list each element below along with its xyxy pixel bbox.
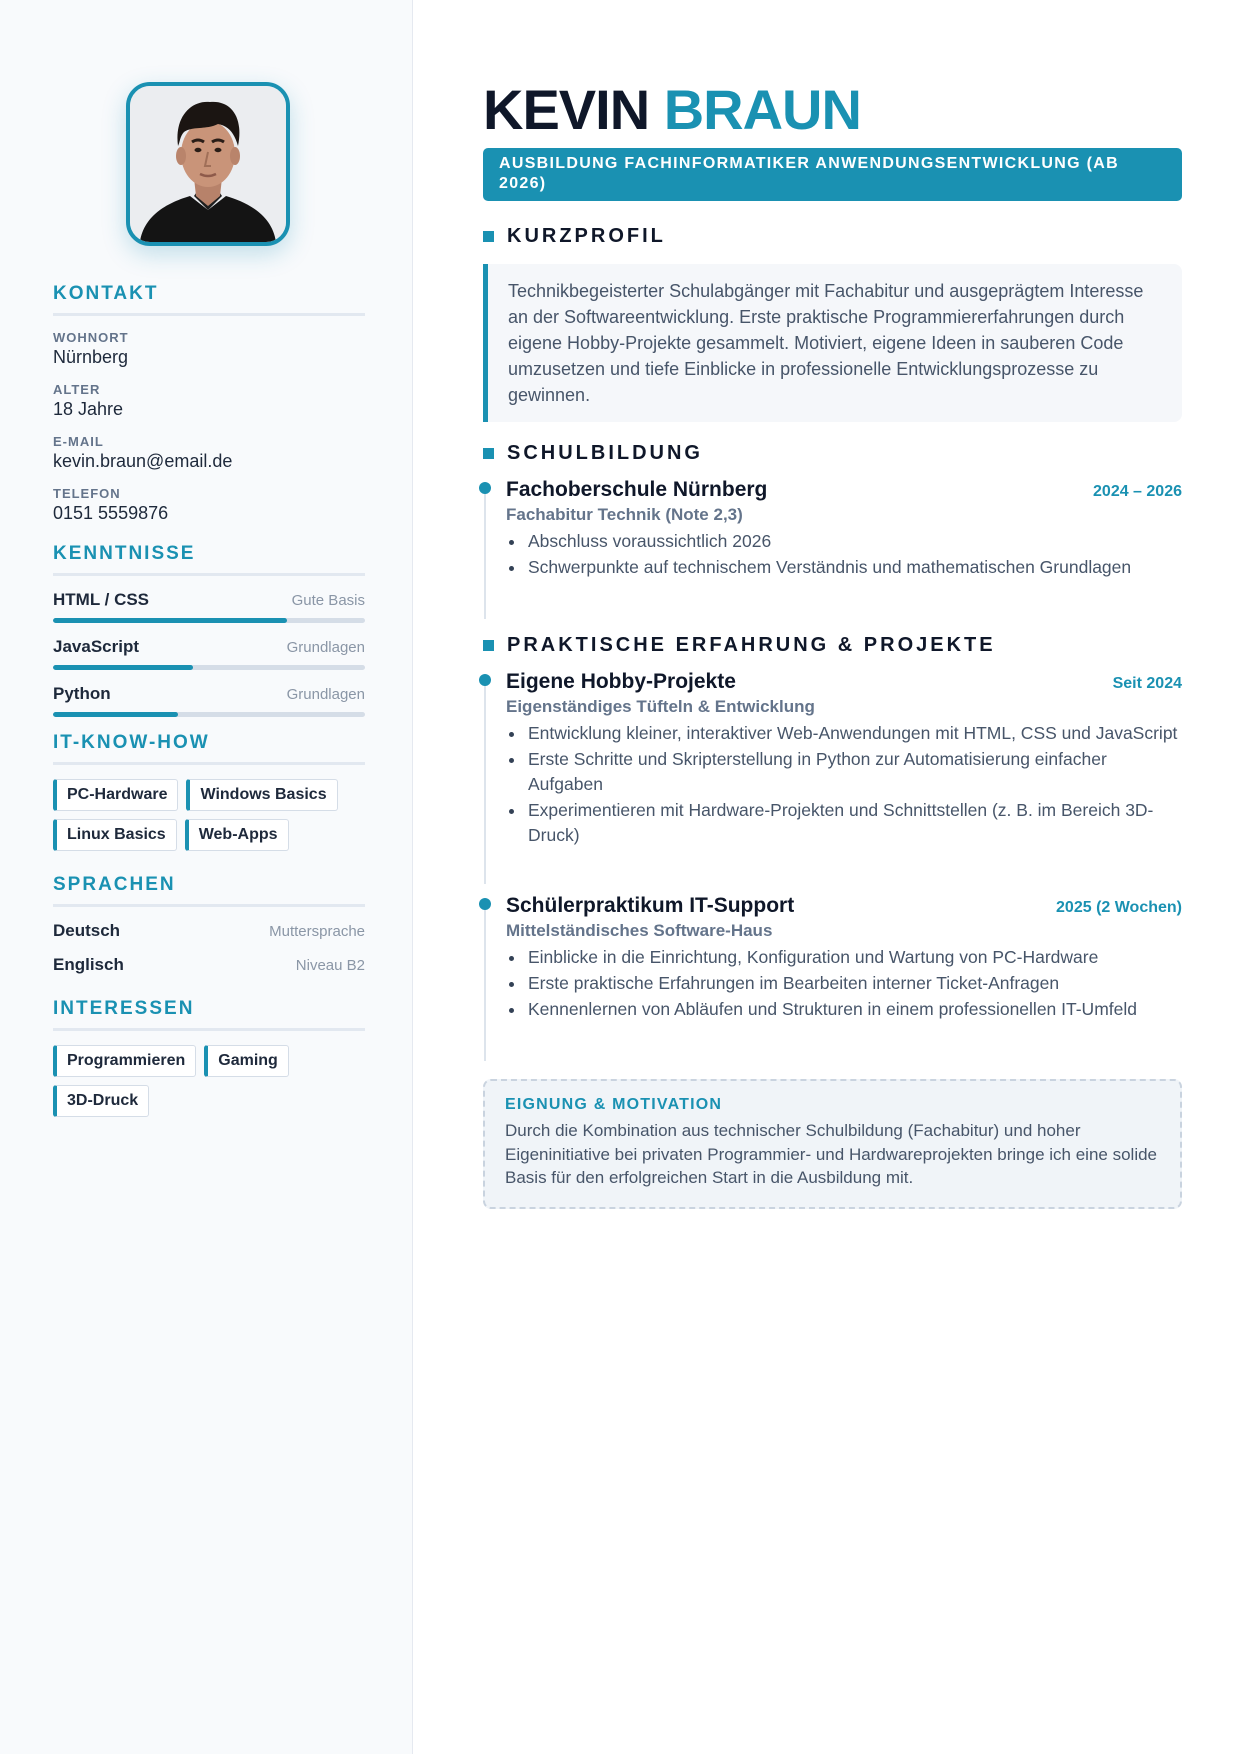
contact-section bbox=[53, 283, 365, 524]
skills-section bbox=[53, 543, 365, 717]
entry-title: Eigene Hobby-Projekte bbox=[506, 670, 736, 693]
timeline-line bbox=[484, 487, 486, 619]
bullet-item: Kennenlernen von Abläufen und Strukturen in einem professionellen IT-Umfeld bbox=[506, 997, 1182, 1022]
it-know-how-tags bbox=[53, 779, 365, 851]
contact-item-phone bbox=[53, 486, 365, 524]
section-marker-icon bbox=[483, 640, 494, 651]
entry-date: 2024 – 2026 bbox=[1093, 483, 1182, 500]
contact-value[interactable]: kevin.braun@email.de bbox=[53, 451, 233, 471]
tag: PC-Hardware bbox=[53, 779, 178, 811]
last-name: BRAUN bbox=[663, 78, 861, 141]
contact-label: E-MAIL bbox=[53, 434, 104, 449]
language-level: Muttersprache bbox=[269, 923, 365, 940]
timeline-line bbox=[484, 679, 486, 884]
tag: Windows Basics bbox=[186, 779, 337, 811]
language-item bbox=[53, 921, 365, 941]
skill-name: Python bbox=[53, 684, 111, 703]
bullet-item: Erste Schritte und Skripterstellung in Python zur Automatisierung einfacher Aufgaben bbox=[506, 747, 1182, 797]
skill-bar-fill bbox=[53, 618, 287, 623]
timeline-dot-icon bbox=[479, 482, 491, 494]
profile-heading bbox=[483, 225, 666, 248]
entry-bullets bbox=[506, 721, 1182, 848]
motivation-heading: EIGNUNG & MOTIVATION bbox=[505, 1096, 723, 1113]
skill-level: Grundlagen bbox=[286, 686, 365, 703]
tag: Web-Apps bbox=[185, 819, 289, 851]
skill-bar bbox=[53, 618, 365, 623]
skill-item bbox=[53, 684, 365, 717]
bullet-item: Einblicke in die Einrichtung, Konfiguration und Wartung von PC-Hardware bbox=[506, 945, 1182, 970]
section-title: PRAKTISCHE ERFAHRUNG & PROJEKTE bbox=[507, 634, 996, 656]
skill-item bbox=[53, 637, 365, 670]
languages-heading: SPRACHEN bbox=[53, 874, 365, 907]
bullet-item: Erste praktische Erfahrungen im Bearbeiten interner Ticket-Anfragen bbox=[506, 971, 1182, 996]
entry-title: Schülerpraktikum IT-Support bbox=[506, 894, 795, 917]
person-name bbox=[483, 78, 861, 142]
section-marker-icon bbox=[483, 231, 494, 242]
entry-title: Fachoberschule Nürnberg bbox=[506, 478, 768, 501]
contact-item-location bbox=[53, 330, 365, 368]
entry-subtitle: Eigenständiges Tüfteln & Entwicklung bbox=[506, 697, 815, 716]
contact-value[interactable]: 0151 5559876 bbox=[53, 503, 169, 523]
contact-heading: KONTAKT bbox=[53, 283, 365, 316]
entry-subtitle: Fachabitur Technik (Note 2,3) bbox=[506, 505, 743, 524]
motivation-text: Durch die Kombination aus technischer Schulbildung (Fachabitur) und hoher Eigeninitiative bei privaten Programmier- und Hardwareprojekten bringe ich eine solide Basis für den erfolgreichen Start in die Ausbildung mit. bbox=[505, 1121, 1158, 1187]
bullet-item: Experimentieren mit Hardware-Projekten und Schnittstellen (z. B. im Bereich 3D-Druck) bbox=[506, 798, 1182, 848]
languages-section bbox=[53, 874, 365, 975]
timeline-dot-icon bbox=[479, 674, 491, 686]
interests-heading: INTERESSEN bbox=[53, 998, 365, 1031]
profile-photo bbox=[126, 82, 290, 246]
first-name: KEVIN bbox=[483, 78, 650, 141]
bullet-item: Abschluss voraussichtlich 2026 bbox=[506, 529, 1182, 554]
entry-date: 2025 (2 Wochen) bbox=[1056, 899, 1182, 916]
skill-bar-fill bbox=[53, 665, 193, 670]
section-marker-icon bbox=[483, 448, 494, 459]
profile-text: Technikbegeisterter Schulabgänger mit Fachabitur und ausgeprägtem Interesse an der Softwareentwicklung. Erste praktische Programmiererfahrungen durch eigene Hobby-Projekte gesammelt. Motiviert, eigene Ideen in sauberen Code umzusetzen und tiefe Einblicke in professionelle Entwicklungsprozesse zu gewinnen. bbox=[483, 264, 1182, 422]
skill-bar bbox=[53, 665, 365, 670]
contact-item-age bbox=[53, 382, 365, 420]
entry-bullets bbox=[506, 529, 1182, 580]
skills-heading: KENNTNISSE bbox=[53, 543, 365, 576]
contact-label: ALTER bbox=[53, 382, 101, 397]
skill-level: Grundlagen bbox=[286, 639, 365, 656]
language-name: Englisch bbox=[53, 955, 124, 974]
tag: Gaming bbox=[204, 1045, 289, 1077]
timeline-dot-icon bbox=[479, 898, 491, 910]
education-heading bbox=[483, 442, 703, 465]
it-know-how-heading: IT-KNOW-HOW bbox=[53, 732, 365, 765]
bullet-item: Schwerpunkte auf technischem Verständnis und mathematischen Grundlagen bbox=[506, 555, 1182, 580]
skill-bar bbox=[53, 712, 365, 717]
experience-heading bbox=[483, 634, 996, 657]
section-title: SCHULBILDUNG bbox=[507, 442, 703, 464]
tag: Linux Basics bbox=[53, 819, 177, 851]
contact-label: TELEFON bbox=[53, 486, 121, 501]
it-know-how-section bbox=[53, 732, 365, 851]
sidebar bbox=[0, 0, 413, 1754]
motivation-box bbox=[483, 1079, 1182, 1209]
experience-entry bbox=[483, 893, 1182, 1023]
contact-value: Nürnberg bbox=[53, 347, 129, 367]
bullet-item: Entwicklung kleiner, interaktiver Web-Anwendungen mit HTML, CSS und JavaScript bbox=[506, 721, 1182, 746]
contact-item-email bbox=[53, 434, 365, 472]
skill-item bbox=[53, 590, 365, 623]
language-level: Niveau B2 bbox=[295, 957, 365, 974]
entry-subtitle: Mittelständisches Software-Haus bbox=[506, 921, 773, 940]
tag: Programmieren bbox=[53, 1045, 196, 1077]
interests-section bbox=[53, 998, 365, 1117]
skill-level: Gute Basis bbox=[291, 592, 365, 609]
entry-bullets bbox=[506, 945, 1182, 1022]
language-item bbox=[53, 955, 365, 975]
job-title-banner: AUSBILDUNG FACHINFORMATIKER ANWENDUNGSENTWICKLUNG (AB 2026) bbox=[483, 148, 1182, 201]
skill-name: HTML / CSS bbox=[53, 590, 150, 609]
profile-photo-illustration bbox=[130, 86, 286, 242]
contact-value: 18 Jahre bbox=[53, 399, 124, 419]
section-title: KURZPROFIL bbox=[507, 225, 666, 247]
tag: 3D-Druck bbox=[53, 1085, 149, 1117]
experience-entry bbox=[483, 669, 1182, 849]
skill-name: JavaScript bbox=[53, 637, 139, 656]
language-name: Deutsch bbox=[53, 921, 121, 940]
education-entry bbox=[483, 477, 1182, 581]
skill-bar-fill bbox=[53, 712, 178, 717]
timeline-line bbox=[484, 903, 486, 1061]
entry-date: Seit 2024 bbox=[1112, 675, 1182, 692]
contact-label: WOHNORT bbox=[53, 330, 129, 345]
interests-tags bbox=[53, 1045, 365, 1117]
